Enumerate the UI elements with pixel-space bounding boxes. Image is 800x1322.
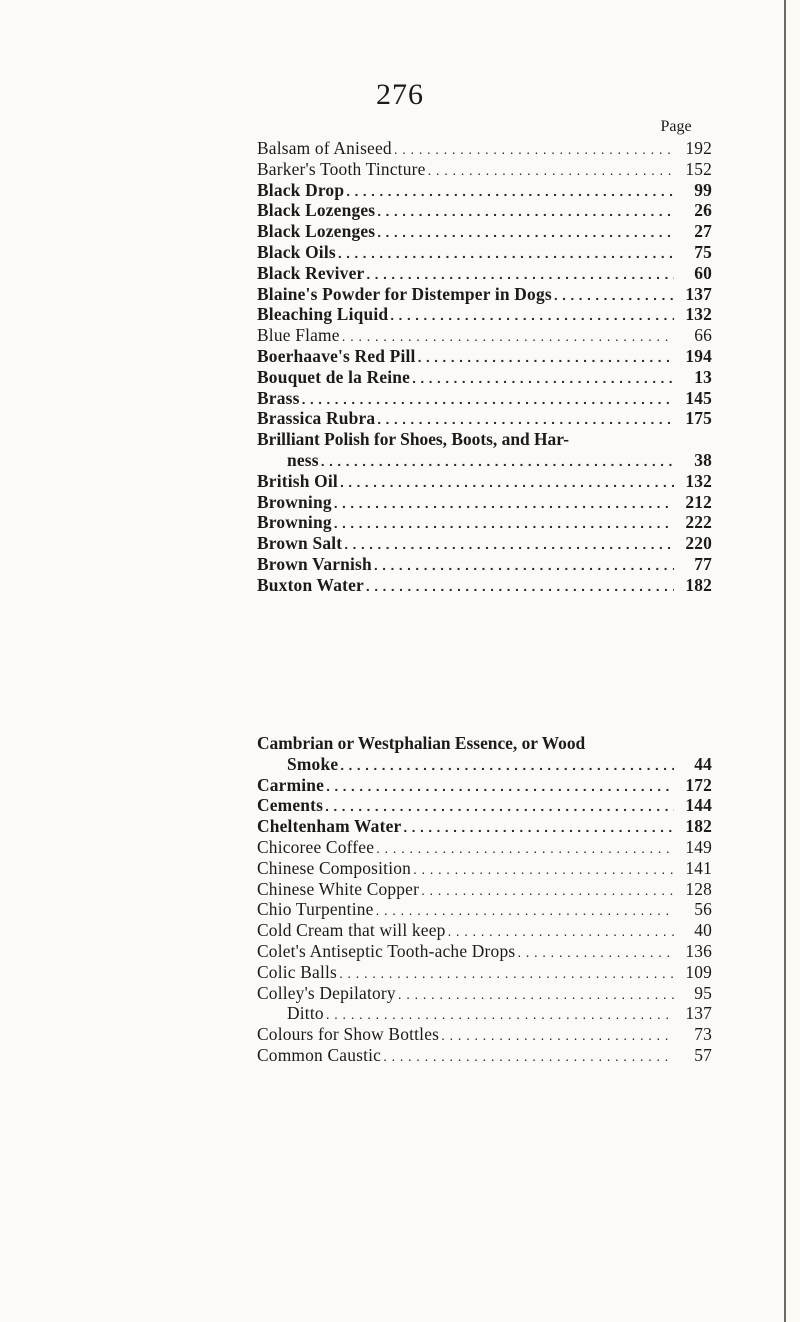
- index-entry-label: Brassica Rubra: [257, 408, 376, 429]
- page-edge-line: [784, 0, 786, 1322]
- index-entry: [257, 858, 712, 879]
- index-entry-label: Blue Flame: [257, 325, 340, 346]
- index-entry-label: Brown Salt: [257, 533, 343, 554]
- index-entry-label: Black Oils: [257, 241, 336, 262]
- index-entry-label: Brown Varnish: [257, 553, 372, 574]
- dot-leader: [366, 264, 674, 285]
- index-entry: [257, 408, 712, 429]
- index-entry-page: 149: [685, 836, 712, 857]
- dot-leader: [366, 576, 674, 597]
- index-entry-label: Cheltenham Water: [257, 816, 402, 837]
- index-section-c: [257, 733, 712, 1066]
- index-entry-label: Carmine: [257, 774, 325, 795]
- index-entry-label: Colet's Antiseptic Tooth-ache Drops: [257, 940, 516, 961]
- index-entry: [257, 816, 712, 837]
- index-entry: [257, 554, 712, 575]
- index-entry: [257, 920, 712, 941]
- index-entry-label: Colley's Depilatory: [257, 982, 396, 1003]
- index-entry-page: 77: [694, 553, 712, 574]
- index-entry-label: Cambrian or Westphalian Essence, or Wood: [257, 733, 586, 753]
- index-entry-page: 194: [685, 345, 712, 366]
- index-entry-label: Buxton Water: [257, 574, 364, 595]
- index-entry-page: 60: [694, 262, 712, 283]
- dot-leader: [376, 900, 674, 921]
- index-entry-page: 136: [685, 940, 712, 961]
- index-entry-page: 192: [685, 138, 712, 158]
- index-entry-page: 56: [694, 899, 712, 920]
- index-entry: [257, 983, 712, 1004]
- index-entry: [257, 1003, 712, 1024]
- index-entry-label: Black Lozenges: [257, 200, 376, 221]
- index-entry-page: 182: [685, 574, 712, 595]
- dot-leader: [326, 776, 674, 797]
- index-entry-page: 132: [685, 470, 712, 491]
- index-entry-label: Black Lozenges: [257, 221, 376, 242]
- index-entry: [257, 962, 712, 983]
- index-entry-page: 145: [685, 387, 712, 408]
- dot-leader: [338, 243, 674, 264]
- index-entry-page: 137: [685, 283, 712, 304]
- index-entry-label: Chinese White Copper: [257, 878, 420, 899]
- index-entry-label: Blaine's Powder for Distemper in Dogs: [257, 283, 552, 304]
- index-entry-page: 95: [694, 982, 712, 1003]
- index-entry: [257, 450, 712, 471]
- dot-leader: [346, 181, 674, 202]
- index-section-b: [257, 138, 712, 596]
- index-entry: [257, 879, 712, 900]
- dot-leader: [377, 409, 674, 430]
- index-entry: [257, 941, 712, 962]
- index-entry-page: 152: [685, 158, 712, 179]
- dot-leader: [376, 838, 674, 859]
- dot-leader: [403, 817, 674, 838]
- index-entry-label: Cements: [257, 795, 324, 816]
- dot-leader: [448, 921, 674, 942]
- dot-leader: [517, 942, 674, 963]
- index-entry: [257, 325, 712, 346]
- index-entry-label: Black Reviver: [257, 262, 365, 283]
- dot-leader: [339, 963, 674, 984]
- dot-leader: [342, 326, 674, 347]
- index-entry: [257, 754, 712, 775]
- index-entry-label: Brilliant Polish for Shoes, Boots, and Har-: [257, 429, 570, 450]
- dot-leader: [334, 513, 674, 534]
- index-entry-label: Cold Cream that will keep: [257, 920, 446, 941]
- dot-leader: [418, 347, 674, 368]
- dot-leader: [340, 755, 674, 776]
- dot-leader: [554, 285, 674, 306]
- index-entry-label: Chio Turpentine: [257, 899, 374, 920]
- index-entry-page: 26: [694, 200, 712, 221]
- index-entry-label: Brass: [257, 387, 300, 408]
- dot-leader: [421, 880, 674, 901]
- index-entry-label: Boerhaave's Red Pill: [257, 345, 416, 366]
- dot-leader: [398, 984, 674, 1005]
- dot-leader: [413, 859, 674, 880]
- index-entry-label: Ditto: [287, 1003, 324, 1024]
- index-entry-page: 13: [694, 366, 712, 387]
- index-entry: [257, 837, 712, 858]
- dot-leader: [412, 368, 674, 389]
- index-entry: [257, 533, 712, 554]
- dot-leader: [302, 389, 674, 410]
- index-entry: [257, 775, 712, 796]
- index-entry: [257, 304, 712, 325]
- index-entry-label: Barker's Tooth Tincture: [257, 158, 426, 179]
- index-entry: [257, 388, 712, 409]
- index-entry-page: 66: [694, 325, 712, 346]
- index-entry: [257, 899, 712, 920]
- index-entry-label: Common Caustic: [257, 1044, 382, 1065]
- index-entry-page: 141: [685, 857, 712, 878]
- index-entry-page: 99: [694, 179, 712, 200]
- index-entry-page: 128: [685, 878, 712, 899]
- dot-leader: [390, 305, 674, 326]
- index-entry: [257, 1045, 712, 1066]
- index-entry-label: Bleaching Liquid: [257, 304, 389, 325]
- index-entry: [257, 263, 712, 284]
- index-entry-page: 40: [694, 920, 712, 941]
- dot-leader: [428, 160, 674, 181]
- index-entry-page: 212: [685, 491, 712, 512]
- dot-leader: [325, 796, 674, 817]
- dot-leader: [334, 493, 674, 514]
- index-entry-page: 44: [694, 753, 712, 774]
- index-entry-continuation: Smoke: [287, 753, 339, 774]
- index-entry-page: 27: [694, 221, 712, 242]
- index-entry-page: 144: [685, 795, 712, 816]
- index-entry-page: 222: [685, 512, 712, 533]
- dot-leader: [441, 1025, 674, 1046]
- dot-leader: [377, 222, 674, 243]
- dot-leader: [321, 451, 674, 472]
- index-entry-label: Black Drop: [257, 179, 345, 200]
- index-entry-label: Chinese Composition: [257, 857, 412, 878]
- index-entry: [257, 795, 712, 816]
- index-entry-page: 109: [685, 961, 712, 982]
- index-entry-page: 175: [685, 408, 712, 429]
- dot-leader: [374, 555, 674, 576]
- index-entry-page: 132: [685, 304, 712, 325]
- dot-leader: [326, 1004, 674, 1025]
- index-entry: [257, 180, 712, 201]
- index-entry-label: Browning: [257, 491, 332, 512]
- index-entry-page: 75: [694, 241, 712, 262]
- dot-leader: [377, 201, 674, 222]
- index-entry: [257, 512, 712, 533]
- index-entry: [257, 575, 712, 596]
- index-entry-label: Colic Balls: [257, 961, 337, 982]
- index-entry: [257, 242, 712, 263]
- index-entry: [257, 159, 712, 180]
- index-entry: [257, 1024, 712, 1045]
- dot-leader: [340, 472, 674, 493]
- dot-leader: [394, 139, 674, 160]
- page-number: 276: [376, 78, 424, 111]
- index-entry: [257, 284, 712, 305]
- index-entry-label: British Oil: [257, 470, 338, 491]
- index-entry-page: 172: [685, 774, 712, 795]
- index-entry-label: Browning: [257, 512, 332, 533]
- index-entry-page: 220: [685, 533, 712, 554]
- index-entry: [257, 492, 712, 513]
- index-entry-page: 182: [685, 816, 712, 837]
- dot-leader: [383, 1046, 674, 1067]
- index-entry: [257, 367, 712, 388]
- index-entry-label: Colours for Show Bottles: [257, 1024, 440, 1045]
- index-entry: [257, 138, 712, 159]
- index-entry: [257, 200, 712, 221]
- index-entry-label: Bouquet de la Reine: [257, 366, 411, 387]
- index-entry-page: 38: [694, 449, 712, 470]
- index-entry: [257, 471, 712, 492]
- index-entry: [257, 221, 712, 242]
- index-entry-label: Balsam of Aniseed: [257, 138, 392, 158]
- index-entry-page: 137: [685, 1003, 712, 1024]
- index-entry-page: 73: [694, 1024, 712, 1045]
- index-entry: [257, 346, 712, 367]
- index-entry-label: Chicoree Coffee: [257, 836, 375, 857]
- index-entry-continuation: ness: [287, 449, 319, 470]
- dot-leader: [344, 534, 674, 555]
- page-column-heading: Page: [660, 118, 692, 135]
- index-entry-page: 57: [694, 1044, 712, 1065]
